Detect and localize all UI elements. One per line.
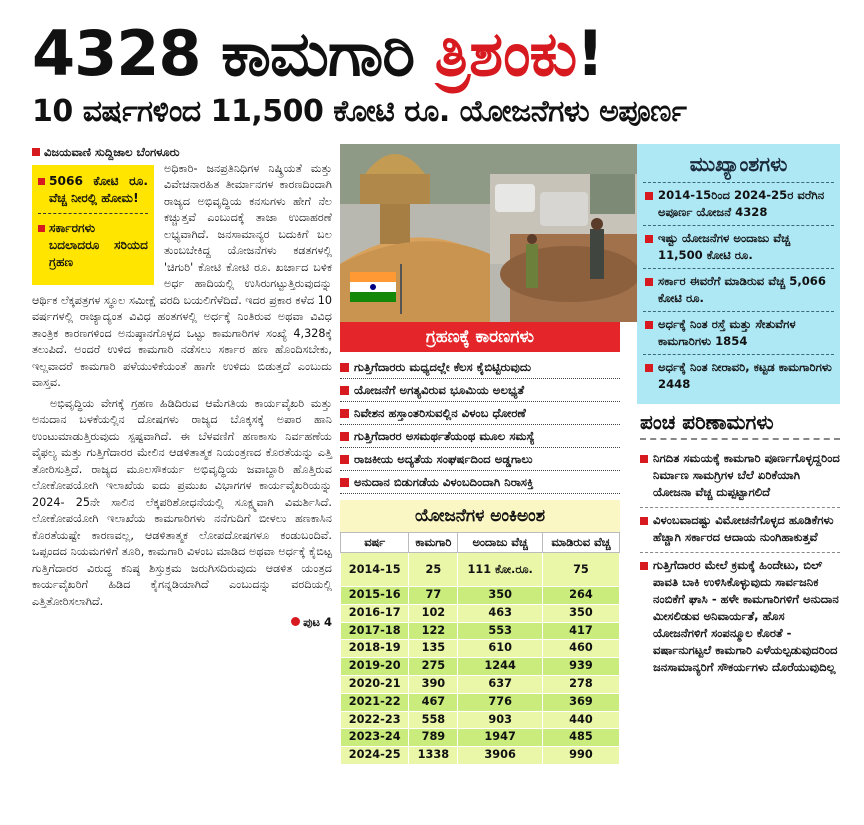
headline [32,14,603,94]
news-photo [340,144,637,322]
column-header: ಅಂದಾಜು ವೆಚ್ಚ [458,533,542,553]
highlight-item: 2014-15ರಿಂದ 2024-25ರ ವರೆಗಿನ ಅಪೂರ್ಣ ಯೋಜನೆ 4328 [643,182,834,225]
table-row [341,693,620,711]
table-cell: 2019-20 [341,658,409,676]
square-bullet-icon [32,148,40,156]
stats-table [340,532,620,765]
table-cell: 77 [409,587,458,605]
table-cell: 558 [409,711,458,729]
table-cell: 25 [409,553,458,587]
highlights-title: ಮುಖ್ಯಾಂಶಗಳು [689,152,788,176]
headline-main: 4328 ಕಾಮಗಾರಿ [32,17,435,90]
table-row [341,675,620,693]
table-cell: 1338 [409,747,458,765]
square-bullet-icon [640,517,648,525]
table-cell: 3906 [458,747,542,765]
table-cell: 460 [542,640,619,658]
reason-item: ರಾಜಕೀಯ ಅದ್ಯತೆಯ ಸಂಘರ್ಷದಿಂದ ಅಡ್ಡಗಾಲು [340,448,620,471]
square-bullet-icon [38,225,45,232]
table-row [341,604,620,622]
square-bullet-icon [640,562,648,570]
square-bullet-icon [645,278,653,286]
table-cell: 264 [542,587,619,605]
square-bullet-icon [38,178,45,185]
table-cell: 553 [458,622,542,640]
square-bullet-icon [645,192,653,200]
table-cell: 2018-19 [341,640,409,658]
square-bullet-icon [340,363,349,372]
reason-item: ಗುತ್ತಿಗೆದಾರರ ಅಸಮರ್ಥತೆಯಂಥ ಮೂಲ ಸಮಸ್ಯೆ [340,425,620,448]
table-cell: 463 [458,604,542,622]
headline-end: ! [576,17,604,90]
highlight-item: ಅರ್ಧಕ್ಕೆ ನಿಂತ ನೀರಾವರಿ, ಕಟ್ಟಡ ಕಾಮಗಾರಿಗಳು 2448 [643,354,834,397]
table-cell: 390 [409,675,458,693]
table-cell: 1947 [458,729,542,747]
table-cell: 789 [409,729,458,747]
table-cell: 637 [458,675,542,693]
newspaper-page [14,0,842,795]
square-bullet-icon [645,321,653,329]
callout-item: 5066 ಕೋಟಿ ರೂ. ವೆಚ್ಚ ನೀರಲ್ಲಿ ಹೋಮ! [38,173,148,207]
column-header: ವರ್ಷ [341,533,409,553]
table-cell: 2023-24 [341,729,409,747]
table-row [341,747,620,765]
table-cell: 75 [542,553,619,587]
table-row [341,587,620,605]
table-cell: 440 [542,711,619,729]
table-cell: 467 [409,693,458,711]
consequence-item: ನಿಗದಿತ ಸಮಯಕ್ಕೆ ಕಾಮಗಾರಿ ಪೂರ್ಣಗೊಳ್ಳದ್ದರಿಂದ ನಿರ್ಮಾಣ ಸಾಮಗ್ರಿಗಳ ಬೆಲೆ ಏರಿಕೆಯಾಗಿ ಯೋಜನಾ ವೆಚ್ಚ ದುಪ್ಪಟ್ಟಾಗಲಿದೆ [640,446,840,508]
table-cell: 939 [542,658,619,676]
square-bullet-icon [340,455,349,464]
square-bullet-icon [340,432,349,441]
table-row [341,553,620,587]
column-header: ಕಾಮಗಾರಿ [409,533,458,553]
table-cell: 2016-17 [341,604,409,622]
table-cell: 1244 [458,658,542,676]
table-row [341,658,620,676]
highlight-item: ಇಷ್ಟು ಯೋಜನೆಗಳ ಅಂದಾಜು ವೆಚ್ಚ 11,500 ಕೋಟಿ ರೂ. [643,225,834,268]
highlight-item: ಅರ್ಧಕ್ಕೆ ನಿಂತ ರಸ್ತೆ ಮತ್ತು ಸೇತುವೆಗಳ ಕಾಮಗಾರಿಗಳು 1854 [643,311,834,354]
square-bullet-icon [340,478,349,487]
body-paragraph: ಅಧಿಕಾರಿ- ಜನಪ್ರತಿನಿಧಿಗಳ ನಿಷ್ಕ್ರಿಯತೆ ಮತ್ತು ವಿವೇಚನಾರಹಿತ ತೀರ್ಮಾನಗಳ ಕಾರಣದಿಂದಾಗಿ ರಾಜ್ಯದ ಅಭಿವೃದ್ಧಿಯ ಕನಸುಗಳು ಹೇಗೆ ನೆಲ ಕಚ್ಚುತ್ತವೆ ಎಂಬುದಕ್ಕೆ ತಾಜಾ ಉದಾಹರಣೆ ಲಭ್ಯವಾಗಿದೆ. ಜನಸಾಮಾನ್ಯರ ಬದುಕಿಗೆ ಬಲ ತುಂಬಬೇಕಿದ್ದ ಯೋಜನೆಗಳು ಕಡತಗಳಲ್ಲಿ 'ಚಿಗುರಿ' ಕೋಟಿ ಕೋಟಿ ರೂ. ಖರ್ಚಾದ ಬಳಿಕ ಅರ್ಧ ಹಾದಿಯಲ್ಲಿ ಉಸಿರುಗಟ್ಟುತ್ತಿರುವುದನ್ನು ಆರ್ಥಿಕ ಲೆಕ್ಕಪತ್ರಗಳ ಸ್ಥೂಲ ಸಮೀಕ್ಷೆ ವರದಿ ಬಯಲಿಗೆಳೆದಿದೆ. ಇದರ ಪ್ರಕಾರ ಕಳೆದ 10 ವರ್ಷಗಳಲ್ಲಿ ರಾಜ್ಯಾದ್ಯಂತ ವಿವಿಧ ಹಂತಗಳಲ್ಲಿ ಅರ್ಧಕ್ಕೆ ನಿಂತಿರುವ ಅಥವಾ ವಿವಿಧ ತಾಂತ್ರಿಕ ಕಾರಣಗಳಿಂದ ಅನುಷ್ಠಾನಗೊಳ್ಳದ ಒಟ್ಟು ಕಾಮಗಾರಿಗಳ ಸಂಖ್ಯೆ 4,328ಕ್ಕೆ ತಲುಪಿದೆ. ಅಂದರೆ ಉಳಿದ ಕಾಮಗಾರಿ ನಡೆಸಲು ಸರ್ಕಾರ ಹಣ ಹೊಂದಿಸಬೇಕು, ಇಲ್ಲವಾದರೆ ಕಾಮಗಾರಿ ಪಳೆಯುಳಿಕೆಯಂತೆ ಹಾಗೇ ಉಳಿದು ಬಿಡುತ್ತದೆ ಎಂಬುದು ವಾಸ್ತವ. [32,161,332,389]
article-body [32,144,332,631]
stats-table-box [340,500,620,765]
square-bullet-icon [645,235,653,243]
stats-table-title: ಯೋಜನೆಗಳ ಅಂಕಿಅಂಶ [340,500,620,532]
table-header-row [341,533,620,553]
table-cell: 610 [458,640,542,658]
table-cell: 135 [409,640,458,658]
table-cell: 485 [542,729,619,747]
square-bullet-icon [340,386,349,395]
table-cell: 776 [458,693,542,711]
square-bullet-icon [340,409,349,418]
reasons-heading: ಗ್ರಹಣಕ್ಕೆ ಕಾರಣಗಳು [340,322,620,352]
consequences-title: ಪಂಚ ಪರಿಣಾಮಗಳು [640,410,840,440]
reason-item: ನಿವೇಶನ ಹಸ್ತಾಂತರಿಸುವಲ್ಲಿನ ವಿಳಂಬ ಧೋರಣೆ [340,402,620,425]
table-cell: 278 [542,675,619,693]
column-header: ಮಾಡಿರುವ ವೆಚ್ಚ [542,533,619,553]
table-row [341,622,620,640]
table-cell: 122 [409,622,458,640]
table-cell: 111 ಕೋ.ರೂ. [458,553,542,587]
table-cell: 102 [409,604,458,622]
table-cell: 2017-18 [341,622,409,640]
divider [38,213,148,214]
table-cell: 350 [542,604,619,622]
table-cell: 2020-21 [341,675,409,693]
table-cell: 2024-25 [341,747,409,765]
headline-accent: ತ್ರಿಶಂಕು [434,17,577,90]
reason-item: ಯೋಜನೆಗೆ ಅಗತ್ಯವಿರುವ ಭೂಮಿಯ ಅಲಭ್ಯತೆ [340,379,620,402]
table-cell: 2021-22 [341,693,409,711]
highlights-box [637,144,840,404]
table-cell: 417 [542,622,619,640]
table-row [341,640,620,658]
byline: ವಿಜಯವಾಣಿ ಸುದ್ದಿಜಾಲ ಬೆಂಗಳೂರು [32,144,332,161]
table-cell: 2022-23 [341,711,409,729]
circle-arrow-icon [291,617,300,626]
table-cell: 903 [458,711,542,729]
subheadline: 10 ವರ್ಷಗಳಿಂದ 11,500 ಕೋಟಿ ರೂ. ಯೋಜನೆಗಳು ಅಪೂರ್ಣ [32,94,687,129]
callout-item: ಸರ್ಕಾರಗಳು ಬದಲಾದರೂ ಸರಿಯದ ಗ್ರಹಣ [38,220,148,271]
street-construction-photo [340,144,637,322]
square-bullet-icon [640,455,648,463]
reason-item: ಗುತ್ತಿಗೆದಾರರು ಮಧ್ಯದಲ್ಲೇ ಕೆಲಸ ಕೈಬಿಟ್ಟಿರುವುದು [340,356,620,379]
continued-on: ಪುಟ 4 [32,614,332,631]
yellow-callout [32,165,154,285]
table-cell: 990 [542,747,619,765]
table-row [341,729,620,747]
table-row [341,711,620,729]
reason-item: ಅನುದಾನ ಬಿಡುಗಡೆಯ ವಿಳಂಬದಿಂದಾಗಿ ನಿರಾಸಕ್ತಿ [340,471,620,494]
bottom-strip [0,795,864,825]
table-cell: 2015-16 [341,587,409,605]
consequence-item: ವಿಳಂಬವಾದಷ್ಟು ವಿಮೋಚನೆಗೊಳ್ಳದ ಹೂಡಿಕೆಗಳು ಹೆಚ್ಚಾಗಿ ಸರ್ಕಾರದ ಆದಾಯ ನುಂಗಿಹಾಕುತ್ತವೆ [640,508,840,553]
table-cell: 2014-15 [341,553,409,587]
consequence-item: ಗುತ್ತಿಗೆದಾರರ ಮೇಲೆ ಕ್ರಮಕ್ಕೆ ಹಿಂದೇಟು, ಬಿಲ್ ಪಾವತಿ ಬಾಕಿ ಉಳಿಸಿಕೊಳ್ಳುವುದು ಸಾರ್ವಜನಿಕ ನಂಬಿಕೆಗೆ ಘಾಸಿ - ಹಳೇ ಕಾಮಗಾರಿಗಳಿಗೆ ಅನುದಾನ ಮೀಸಲಿಡುವ ಅನಿವಾರ್ಯತೆ, ಹೊಸ ಯೋಜನೆಗಳಿಗೆ ಸಂಪನ್ಮೂಲ ಕೊರತೆ - ವರ್ಷಾನುಗಟ್ಟಲೆ ಕಾಮಗಾರಿ ಎಳೆಯಲ್ಪಡುವುದರಿಂದ ಜನಸಾಮಾನ್ಯರಿಗೆ ಸೌಕರ್ಯಗಳು ದೊರೆಯುವುದಿಲ್ಲ [640,553,840,682]
table-cell: 275 [409,658,458,676]
square-bullet-icon [645,364,653,372]
table-cell: 369 [542,693,619,711]
stats-table-body [341,553,620,765]
body-paragraph: ಅಭಿವೃದ್ಧಿಯ ವೇಗಕ್ಕೆ ಗ್ರಹಣ ಹಿಡಿದಿರುವ ಆಮೆಗತಿಯ ಕಾರ್ಯವೈಖರಿ ಮತ್ತು ಅನುದಾನ ಬಳಕೆಯಲ್ಲಿನ ದೋಷಗಳು ರಾಜ್ಯದ ಬೊಕ್ಕಸಕ್ಕೆ ಅಪಾರ ಹಾನಿ ಉಂಟುಮಾಡುತ್ತಿರುವುದು ಸ್ಪಷ್ಟವಾಗಿದೆ. ಈ ಬೆಳವಣಿಗೆ ಹಣಕಾಸು ನಿರ್ವಹಣೆಯ ವೈಫಲ್ಯ ಮತ್ತು ಗುತ್ತಿಗೆದಾರರ ಮೇಲಿನ ಆಡಳಿತಾತ್ಮಕ ನಿಯಂತ್ರಣದ ಕೊರತೆಯನ್ನು ಎತ್ತಿ ತೋರಿಸುತ್ತಿದೆ. ರಾಜ್ಯದ ಮೂಲಸೌಕರ್ಯ ಅಭಿವೃದ್ಧಿಯ ಜವಾಬ್ದಾರಿ ಹೊತ್ತಿರುವ ಲೋಕೋಪಯೋಗಿ ಇಲಾಖೆಯ ಐದು ಪ್ರಮುಖ ವಿಭಾಗಗಳ ಕಾರ್ಯವೈಖರಿಯನ್ನು 2024- 25ನೇ ಸಾಲಿನ ಲೆಕ್ಕಪರಿಶೋಧನೆಯಲ್ಲಿ ಸೂಕ್ಷ್ಮವಾಗಿ ವಿಮರ್ಶಿಸಿದೆ. ಲೋಕೋಪಯೋಗಿ ಇಲಾಖೆಯ ಕಾಮಗಾರಿಗಳು ನನೆಗುದಿಗೆ ಬೀಳಲು ಹಣಕಾಸಿನ ಕೊರತೆಯಷ್ಟೇ ಕಾರಣವಲ್ಲ, ಆಡಳಿತಾತ್ಮಕ ಲೋಪದೋಷಗಳೂ ಕಂಡುಬಂದಿವೆ. ಒಪ್ಪಂದದ ನಿಯಮಗಳಿಗೆ ತೂರಿ, ಕಾಮಗಾರಿ ವಿಳಂಬ ಮಾಡಿದ ಅಥವಾ ಅರ್ಧಕ್ಕೆ ಕೈಬಿಟ್ಟ ಗುತ್ತಿಗೆದಾರರ ವಿರುದ್ಧ ಕನಿಷ್ಠ ಶಿಸ್ತುಕ್ರಮ ಜರುಗಿಸದಿರುವುದು ಆಡಳಿತ ಯಂತ್ರದ ಕಾರ್ಯವೈಖರಿಗೆ ಹಿಡಿದ ಕೈಗನ್ನಡಿಯಾಗಿದೆ ಎಂಬುದನ್ನು ವರದಿಯಲ್ಲಿ ಎತ್ತಿತೋರಿಸಲಾಗಿದೆ. [32,396,332,608]
consequences-box [640,410,840,682]
table-cell: 350 [458,587,542,605]
reasons-list [340,356,620,494]
highlight-item: ಸರ್ಕಾರ ಈವರೆಗೆ ಮಾಡಿರುವ ವೆಚ್ಚ 5,066 ಕೋಟಿ ರೂ. [643,268,834,311]
